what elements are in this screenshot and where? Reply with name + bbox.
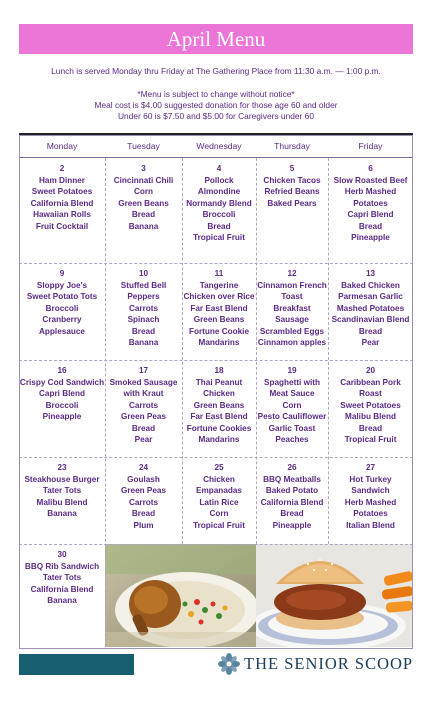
column-divider	[105, 158, 107, 647]
brand-name: THE SENIOR SCOOP	[244, 654, 414, 673]
menu-item: Malibu Blend	[345, 412, 396, 421]
menu-item: Cranberry	[42, 315, 82, 324]
menu-item: Caribbean Pork	[340, 377, 401, 387]
menu-item: Capri Blend	[39, 389, 85, 398]
day-number: 20	[365, 366, 376, 375]
day-number: 16	[57, 366, 67, 375]
day-number: 30	[57, 550, 67, 559]
menu-item: Slow Roasted Beef	[333, 175, 408, 185]
day-cell-monday	[19, 457, 105, 544]
chicken-and-rice-plate-photo	[105, 544, 256, 647]
menu-item: Roast	[359, 389, 382, 398]
menu-item: Carrots	[128, 497, 159, 507]
menu-item: Green Beans	[193, 400, 245, 410]
day-cell-monday	[19, 360, 105, 457]
menu-item: Mashed Potatoes	[336, 303, 405, 313]
menu-item: Green Peas	[120, 486, 167, 495]
menu-item: Refried Beans	[264, 187, 320, 196]
menu-item: Cincinnati Chili	[113, 175, 174, 185]
menu-item: Latin Rice	[199, 497, 239, 507]
menu-item: Chicken over Rice	[183, 292, 255, 301]
menu-item: Far East Blend	[190, 303, 248, 313]
day-cell-tuesday	[105, 263, 182, 360]
menu-item: Broccoli	[45, 400, 79, 410]
day-number: 11	[214, 269, 224, 278]
menu-item: Green Beans	[118, 198, 169, 208]
menu-item: Stuffed Bell	[120, 280, 167, 290]
menu-item: Banana	[47, 596, 77, 605]
menu-item: Bread	[131, 509, 156, 518]
menu-item: Chicken	[203, 389, 235, 398]
menu-item: California Blend	[30, 584, 94, 594]
day-number: 6	[368, 164, 373, 173]
menu-item: Crispy Cod Sandwich	[19, 377, 105, 387]
day-number: 5	[289, 164, 295, 173]
menu-title: April Menu	[166, 27, 266, 51]
menu-item: Tangerine	[199, 280, 239, 290]
day-number: 3	[141, 164, 146, 173]
day-number: 25	[214, 463, 224, 472]
menu-item: Smoked Sausage	[109, 377, 178, 387]
menu-item: Carrots	[128, 400, 159, 410]
menu-item: Baked Chicken	[341, 280, 400, 290]
menu-item: Tropical Fruit	[193, 520, 245, 530]
day-header-wednesday: Wednesday	[196, 141, 242, 151]
menu-item: Scrambled Eggs	[259, 326, 325, 336]
day-cell-thursday	[256, 158, 328, 263]
menu-item: Hot Turkey	[349, 474, 392, 484]
day-cell-friday	[328, 457, 413, 544]
menu-item: Chicken	[203, 474, 235, 484]
menu-item: Garlic Toast	[268, 423, 316, 433]
menu-item: Capri Blend	[347, 210, 394, 219]
menu-item: BBQ Rib Sandwich	[24, 561, 100, 571]
menu-item: Green Peas	[120, 412, 167, 421]
menu-item: Baked Pears	[267, 198, 317, 208]
menu-item: Peaches	[275, 435, 309, 444]
flower-emblem-icon	[218, 653, 240, 675]
day-cell-thursday	[256, 457, 328, 544]
day-number: 13	[365, 269, 376, 278]
menu-item: Sweet Potato Tots	[26, 292, 98, 301]
menu-item: Cinnamon French	[257, 280, 327, 290]
column-divider	[256, 158, 258, 544]
menu-item: Fortune Cookies	[186, 423, 252, 433]
menu-item: Corn	[133, 187, 154, 196]
menu-item: Baked Potato	[265, 486, 319, 495]
menu-item: Mandarins	[198, 338, 240, 347]
menu-item: Pesto Cauliflower	[257, 412, 327, 421]
day-number: 24	[138, 463, 149, 472]
menu-item: Bread	[358, 423, 383, 433]
day-cell-monday	[19, 544, 105, 649]
menu-item: Thai Peanut	[195, 377, 243, 387]
row-divider	[19, 263, 413, 264]
day-cell-monday	[19, 158, 105, 263]
menu-item: Far East Blend	[190, 412, 248, 421]
day-number: 17	[138, 366, 149, 375]
day-header-tuesday: Tuesday	[127, 141, 160, 151]
menu-item: California Blend	[30, 198, 94, 208]
menu-item: BBQ Meatballs	[263, 474, 321, 484]
menu-item: Almondine	[197, 187, 241, 196]
menu-item: Herb Mashed	[344, 187, 397, 196]
menu-item: Banana	[128, 221, 159, 231]
menu-item: Bread	[131, 210, 156, 219]
menu-item: Malibu Blend	[36, 497, 88, 507]
menu-item: Carrots	[128, 303, 159, 313]
day-number: 9	[59, 269, 65, 278]
menu-item: Bread	[280, 509, 304, 518]
row-divider	[19, 360, 413, 361]
menu-item: Bread	[207, 221, 231, 231]
notice-block	[0, 89, 432, 122]
day-cell-monday	[19, 263, 105, 360]
menu-item: Banana	[128, 338, 159, 347]
menu-item: Corn	[282, 400, 302, 410]
menu-item: Pear	[134, 435, 153, 444]
row-divider	[19, 544, 413, 545]
menu-item: Scandinavian Blend	[331, 315, 410, 324]
day-number: 2	[59, 164, 65, 173]
day-cell-tuesday	[105, 360, 182, 457]
sloppy-joe-sandwich-photo	[256, 544, 413, 647]
menu-item: Pineapple	[351, 233, 390, 242]
menu-item: Normandy Blend	[186, 198, 252, 208]
menu-item: Toast	[281, 292, 303, 301]
menu-item: Pineapple	[42, 412, 82, 421]
menu-item: Sweet Potatoes	[340, 400, 401, 410]
day-number: 10	[138, 269, 149, 278]
day-number: 4	[216, 164, 222, 173]
menu-item: Bread	[358, 221, 383, 231]
menu-item: Plum	[133, 520, 154, 530]
day-cell-wednesday	[182, 360, 256, 457]
day-header-friday: Friday	[358, 141, 383, 151]
menu-item: Tropical Fruit	[344, 435, 397, 444]
menu-item: Hawaiian Rolls	[33, 210, 91, 219]
menu-item: Cinnamon apples	[257, 338, 327, 347]
menu-item: Green Beans	[193, 315, 245, 324]
service-hours-text: Lunch is served Monday thru Friday at The Gathering Place from 11:30 a.m. — 1:00 p.m.	[51, 66, 381, 76]
menu-item: Fortune Cookie	[188, 326, 250, 336]
menu-item: Corn	[209, 509, 229, 518]
menu-item: Broccoli	[45, 303, 79, 313]
row-divider	[19, 457, 413, 458]
menu-item: Fruit Cocktail	[35, 221, 89, 231]
menu-item: Tater Tots	[42, 573, 82, 582]
day-cell-friday	[328, 158, 413, 263]
day-number: 26	[287, 463, 297, 472]
menu-title-banner	[19, 24, 413, 54]
menu-item: Herb Mashed	[344, 497, 397, 507]
day-cell-wednesday	[182, 158, 256, 263]
column-divider	[182, 158, 184, 544]
menu-item: Empanadas	[196, 486, 242, 495]
notice-cost: Meal cost is $4.00 suggested donation for those age 60 and older	[94, 100, 338, 110]
day-header-thursday: Thursday	[274, 141, 310, 151]
menu-item: Sloppy Joe's	[36, 280, 88, 290]
menu-item: Chicken Tacos	[263, 175, 321, 185]
menu-item: Broccoli	[202, 210, 236, 219]
menu-item: Sweet Potatoes	[31, 187, 93, 196]
menu-item: Steakhouse Burger	[24, 474, 100, 484]
menu-item: Mandarins	[198, 435, 240, 444]
menu-item: Spinach	[127, 315, 160, 324]
footer-color-bar	[19, 654, 134, 675]
menu-item: Ham Dinner	[39, 175, 85, 185]
day-cell-thursday	[256, 360, 328, 457]
notice-change: *Menu is subject to change without notice*	[137, 89, 295, 99]
menu-item: Sausage	[275, 315, 309, 324]
menu-item: Pear	[361, 338, 380, 347]
brand-logo	[218, 652, 413, 676]
notice-under-60: Under 60 is $7.50 and $5.00 for Caregivers under 60	[117, 111, 314, 121]
menu-item: with Kraut	[123, 389, 164, 398]
menu-item: Meat Sauce	[269, 389, 315, 398]
column-divider	[328, 158, 330, 544]
menu-item: Potatoes	[353, 198, 388, 208]
menu-item: Pineapple	[272, 520, 312, 530]
menu-item: Sandwich	[351, 486, 390, 495]
day-cell-tuesday	[105, 158, 182, 263]
day-number: 12	[287, 269, 297, 278]
menu-item: Tropical Fruit	[193, 233, 245, 242]
menu-item: Bread	[358, 326, 383, 336]
menu-item: Breakfast	[273, 303, 311, 313]
day-number: 23	[57, 463, 67, 472]
menu-item: Bread	[131, 423, 156, 433]
menu-item: Parmesan Garlic	[338, 292, 403, 301]
menu-item: Peppers	[127, 292, 160, 301]
day-number: 27	[365, 463, 376, 472]
menu-item: Spaghetti with	[264, 377, 320, 387]
menu-item: California Blend	[260, 497, 324, 507]
day-number: 19	[287, 366, 297, 375]
menu-calendar-grid	[19, 135, 413, 649]
day-number: 18	[214, 366, 224, 375]
day-cell-wednesday	[182, 263, 256, 360]
day-cell-thursday	[256, 263, 328, 360]
menu-item: Goulash	[127, 474, 160, 484]
menu-item: Pollock	[204, 175, 234, 185]
menu-item: Banana	[47, 509, 77, 518]
menu-item: Tater Tots	[42, 486, 82, 495]
menu-item: Applesauce	[39, 326, 85, 336]
menu-item: Italian Blend	[346, 520, 395, 530]
menu-item: Potatoes	[353, 509, 388, 518]
menu-item: Bread	[131, 326, 156, 336]
day-cell-friday	[328, 263, 413, 360]
day-cell-tuesday	[105, 457, 182, 544]
day-cell-friday	[328, 360, 413, 457]
day-cell-wednesday	[182, 457, 256, 544]
day-header-monday: Monday	[46, 141, 78, 151]
